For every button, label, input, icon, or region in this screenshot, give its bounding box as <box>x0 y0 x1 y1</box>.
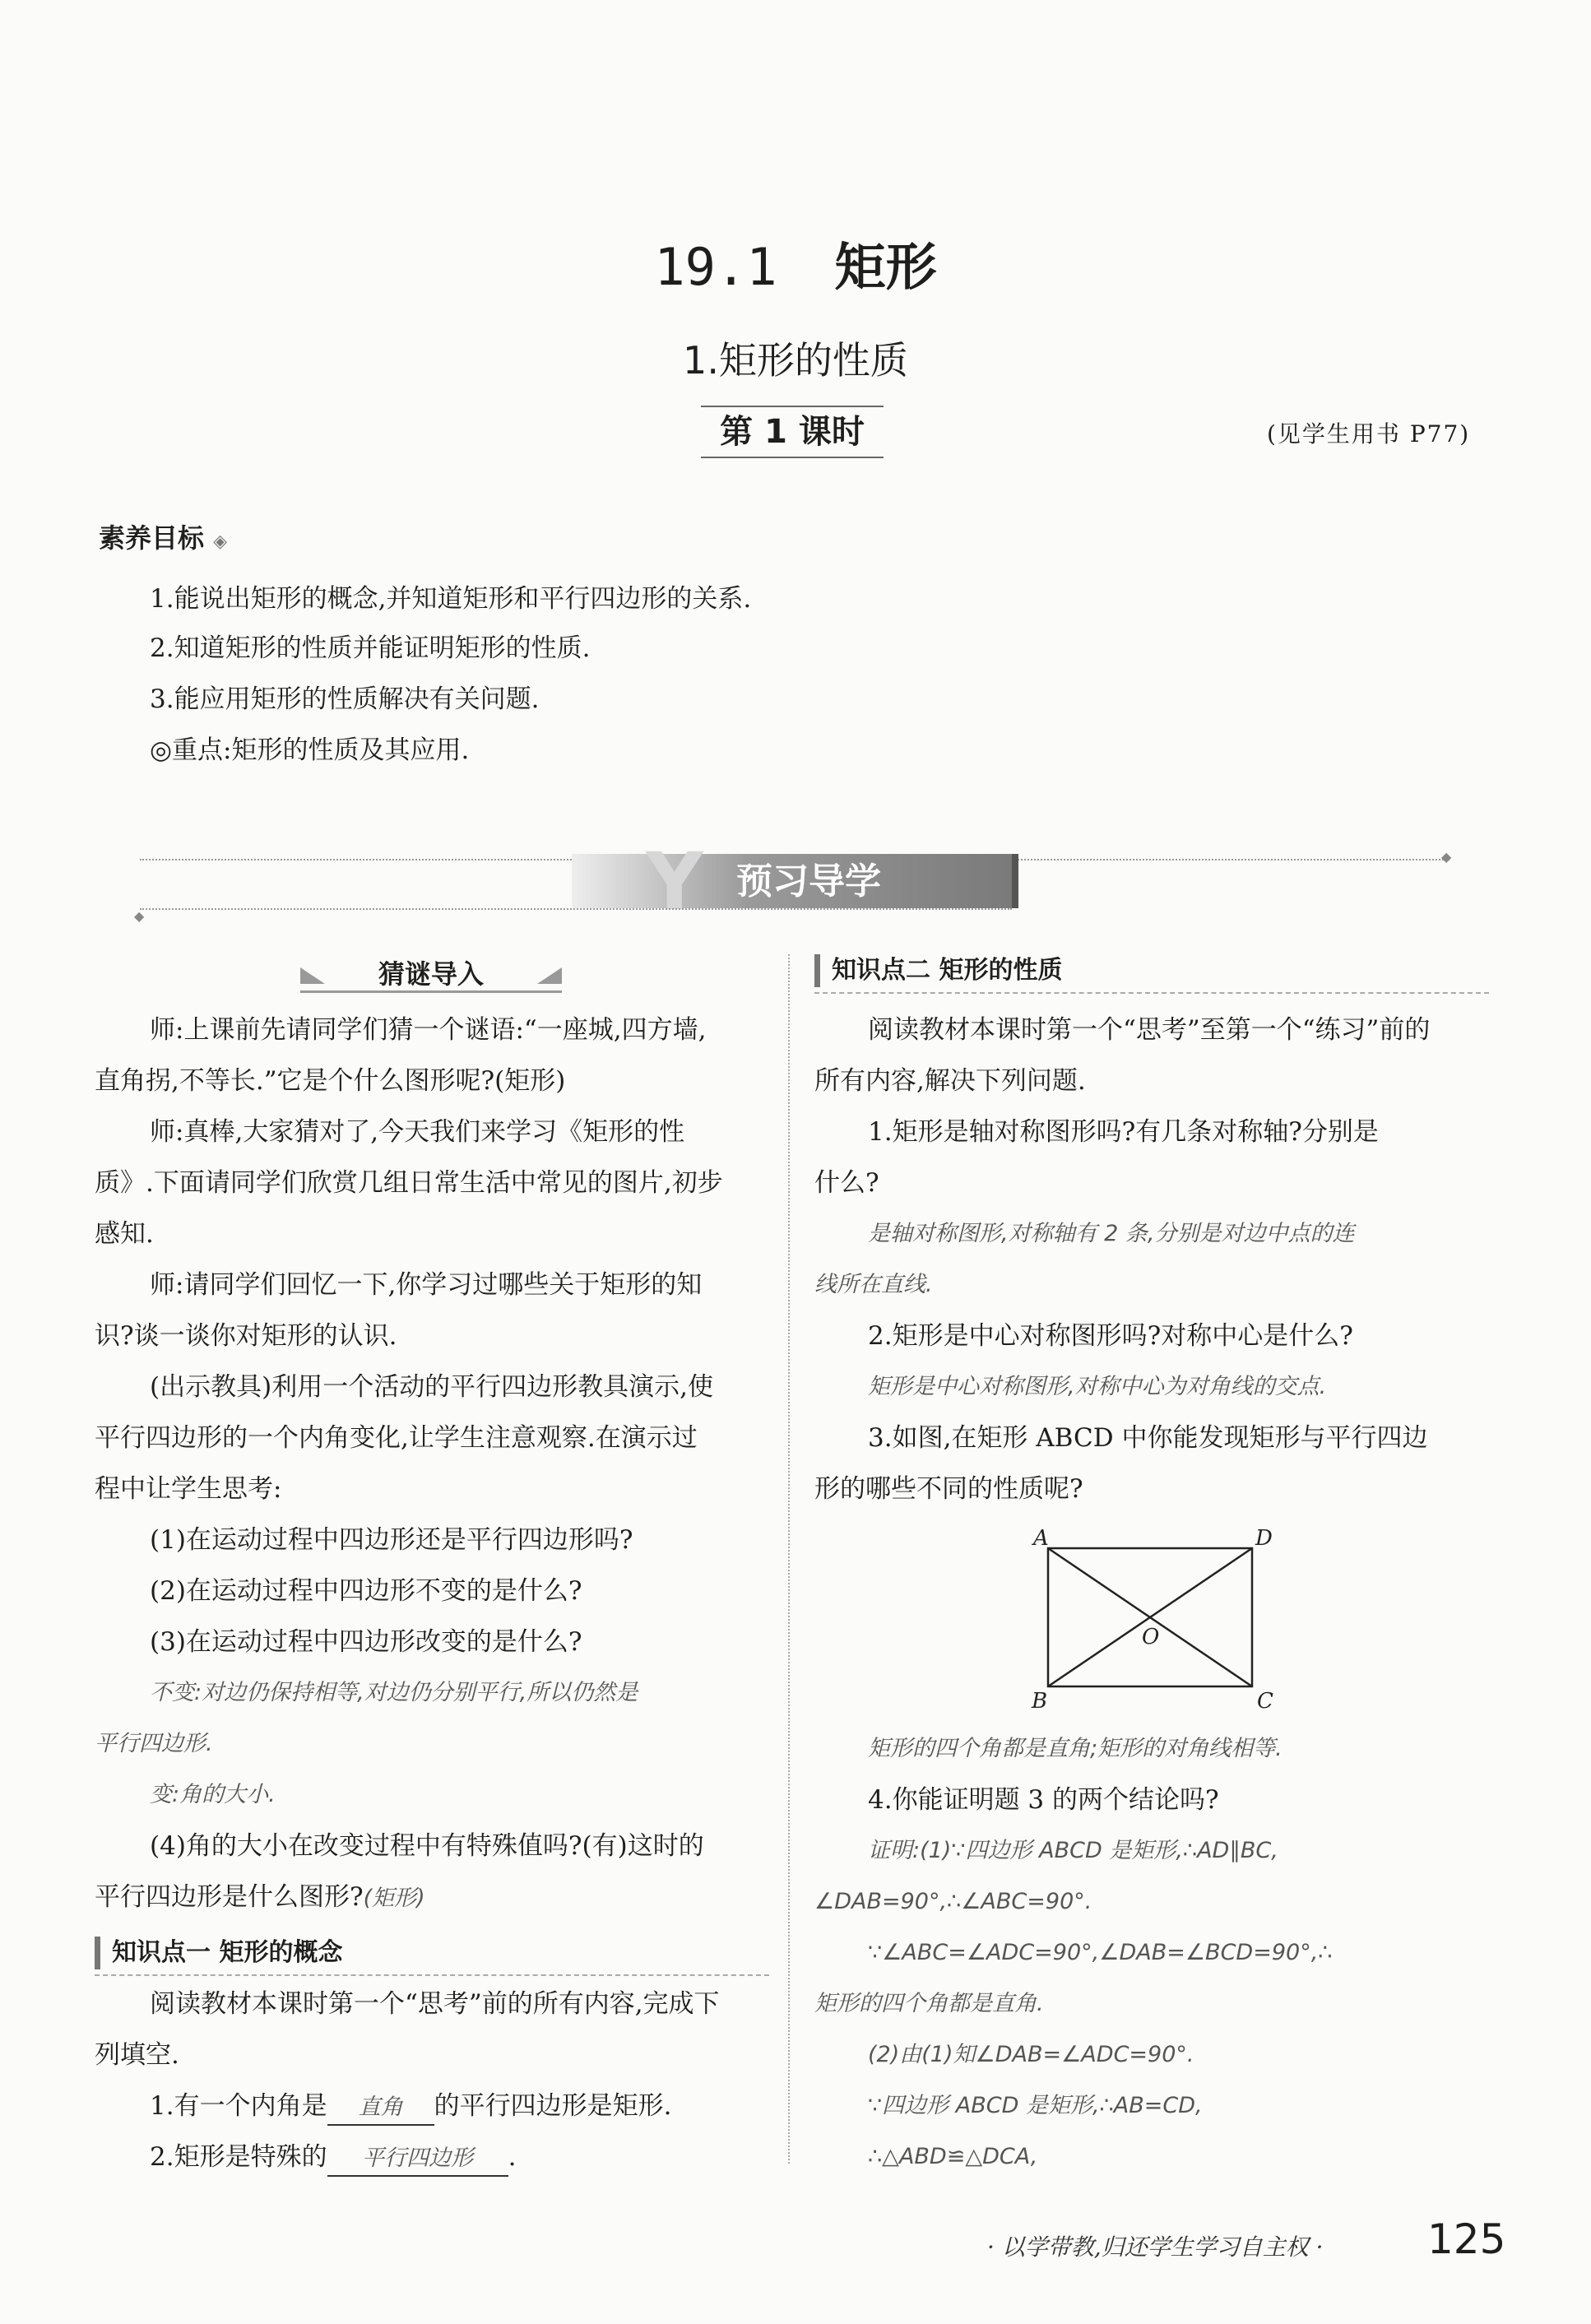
banner-title: 预习导学 <box>736 860 881 902</box>
fill-1-answer: 直角 <box>327 2091 434 2126</box>
question-4-l2 <box>95 1881 425 1915</box>
proof-l6: ∵四边形 ABCD 是矩形,∴AB=CD, <box>868 2093 1203 2118</box>
fill-2-answer: 平行四边形 <box>327 2142 508 2177</box>
objective-3: 3.能应用矩形的性质解决有关问题. <box>150 684 540 714</box>
intro-para4-l1: (出示教具)利用一个活动的平行四边形教具演示,使 <box>150 1372 714 1402</box>
proof-l7: ∴△ABD≌△DCA, <box>868 2144 1038 2169</box>
intro-heading <box>300 956 562 992</box>
intro-para1-l1: 师:上课前先请同学们猜一个谜语:“一座城,四方墙, <box>150 1015 707 1045</box>
page-number: 125 <box>1427 2215 1506 2263</box>
vertex-b-label: B <box>1032 1689 1048 1714</box>
knowledge-point-1-heading: 知识点一 矩形的概念 <box>95 1937 342 1969</box>
intro-para2-l1: 师:真棒,大家猜对了,今天我们来学习《矩形的性 <box>150 1117 685 1147</box>
intro-para4-l3: 程中让学生思考: <box>95 1474 282 1504</box>
section-name: 矩形 <box>834 237 937 297</box>
answer-3-l1: 不变:对边仍保持相等,对边仍分别平行,所以仍然是 <box>150 1680 638 1705</box>
column-divider <box>788 954 790 2164</box>
question-4-answer: (矩形) <box>363 1886 425 1911</box>
key-point: ◎重点:矩形的性质及其应用. <box>150 735 470 765</box>
kp2-dash <box>814 992 1489 994</box>
proof-l4: 矩形的四个角都是直角. <box>814 1991 1044 2016</box>
proof-l5: (2)由(1)知∠DAB=∠ADC=90°. <box>868 2042 1194 2067</box>
textbook-reference: (见学生用书 P77) <box>1267 420 1471 448</box>
vertex-c-label: C <box>1257 1689 1273 1714</box>
kp2-q1-l1: 1.矩形是轴对称图形吗?有几条对称轴?分别是 <box>868 1117 1379 1147</box>
question-1: (1)在运动过程中四边形还是平行四边形吗? <box>150 1525 633 1555</box>
intro-underline <box>300 990 562 993</box>
fill-2-pre: 2.矩形是特殊的 <box>150 2142 327 2172</box>
question-4-l1: (4)角的大小在改变过程中有特殊值吗?(有)这时的 <box>150 1831 704 1861</box>
kp2-intro-l2: 所有内容,解决下列问题. <box>814 1066 1086 1096</box>
intro-tri-right <box>537 967 562 984</box>
section-title <box>0 234 1591 300</box>
kp1-dash <box>95 1974 769 1976</box>
knowledge-point-2-heading: 知识点二 矩形的性质 <box>814 954 1062 987</box>
proof-l2: ∠DAB=90°,∴∠ABC=90°. <box>814 1889 1092 1914</box>
kp2-q3-l2: 形的哪些不同的性质呢? <box>814 1474 1083 1504</box>
answer-3-l3: 变:角的大小. <box>150 1782 276 1807</box>
kp2-q1-l2: 什么? <box>814 1168 879 1198</box>
intro-para4-l2: 平行四边形的一个内角变化,让学生注意观察.在演示过 <box>95 1423 698 1453</box>
fill-2-post: . <box>508 2142 517 2172</box>
diamond-icon: ◈ <box>213 531 228 552</box>
proof-l1: 证明:(1)∵四边形 ABCD 是矩形,∴AD∥BC, <box>868 1838 1278 1863</box>
section-banner <box>572 836 1018 928</box>
kp2-a1-l2: 线所在直线. <box>814 1272 933 1297</box>
rectangle-diagram <box>1020 1522 1292 1719</box>
kp1-l1: 阅读教材本课时第一个“思考”前的所有内容,完成下 <box>150 1989 720 2019</box>
question-3: (3)在运动过程中四边形改变的是什么? <box>150 1627 582 1657</box>
question-2: (2)在运动过程中四边形不变的是什么? <box>150 1576 582 1606</box>
fill-in-2 <box>150 2141 516 2177</box>
intro-heading-text: 猜谜导入 <box>378 958 484 990</box>
center-o-label: O <box>1142 1625 1160 1649</box>
vertex-d-label: D <box>1255 1526 1273 1551</box>
intro-para1-l2: 直角拐,不等长.”它是个什么图形呢?(矩形) <box>95 1066 566 1096</box>
answer-3-l2: 平行四边形. <box>95 1731 213 1756</box>
kp2-q3-l1: 3.如图,在矩形 ABCD 中你能发现矩形与平行四边 <box>868 1423 1428 1453</box>
kp2-a1-l1: 是轴对称图形,对称轴有 2 条,分别是对边中点的连 <box>868 1221 1355 1246</box>
lesson-text: 第 1 课时 <box>720 413 865 451</box>
banner-dot-left: ◆ <box>134 908 145 924</box>
kp2-a3: 矩形的四个角都是直角;矩形的对角线相等. <box>868 1736 1283 1761</box>
objectives-heading-text: 素养目标 <box>99 522 205 554</box>
question-4-text: 平行四边形是什么图形? <box>95 1882 364 1912</box>
intro-para3-l2: 识?谈一谈你对矩形的认识. <box>95 1321 397 1351</box>
intro-para2-l2: 质》.下面请同学们欣赏几组日常生活中常见的图片,初步 <box>95 1168 723 1198</box>
footer-motto: · 以学带教,归还学生学习自主权 · <box>987 2234 1324 2261</box>
banner-letter: Y <box>646 836 703 928</box>
vertex-a-label: A <box>1033 1526 1049 1551</box>
banner-dot-right: ◆ <box>1441 849 1452 865</box>
kp1-l2: 列填空. <box>95 2040 179 2070</box>
intro-para2-l3: 感知. <box>95 1219 154 1249</box>
subtitle: 1.矩形的性质 <box>683 338 908 383</box>
kp2-intro-l1: 阅读教材本课时第一个“思考”至第一个“练习”前的 <box>868 1015 1431 1045</box>
intro-tri-left <box>300 967 325 984</box>
intro-para3-l1: 师:请同学们回忆一下,你学习过哪些关于矩形的知 <box>150 1270 703 1300</box>
section-number: 19.1 <box>654 237 777 297</box>
objectives-heading <box>99 520 227 560</box>
kp2-a2: 矩形是中心对称图形,对称中心为对角线的交点. <box>868 1374 1327 1399</box>
fill-1-pre: 1.有一个内角是 <box>150 2091 327 2121</box>
kp2-q2: 2.矩形是中心对称图形吗?对称中心是什么? <box>868 1321 1353 1351</box>
fill-1-post: 的平行四边形是矩形. <box>434 2091 672 2121</box>
lesson-label <box>701 406 884 458</box>
kp2-q4: 4.你能证明题 3 的两个结论吗? <box>868 1785 1219 1815</box>
banner-underline <box>140 908 1012 910</box>
objective-2: 2.知道矩形的性质并能证明矩形的性质. <box>150 633 591 663</box>
fill-in-1 <box>150 2090 671 2126</box>
objective-1: 1.能说出矩形的概念,并知道矩形和平行四边形的关系. <box>150 584 752 614</box>
proof-l3: ∵∠ABC=∠ADC=90°,∠DAB=∠BCD=90°,∴ <box>868 1940 1333 1965</box>
